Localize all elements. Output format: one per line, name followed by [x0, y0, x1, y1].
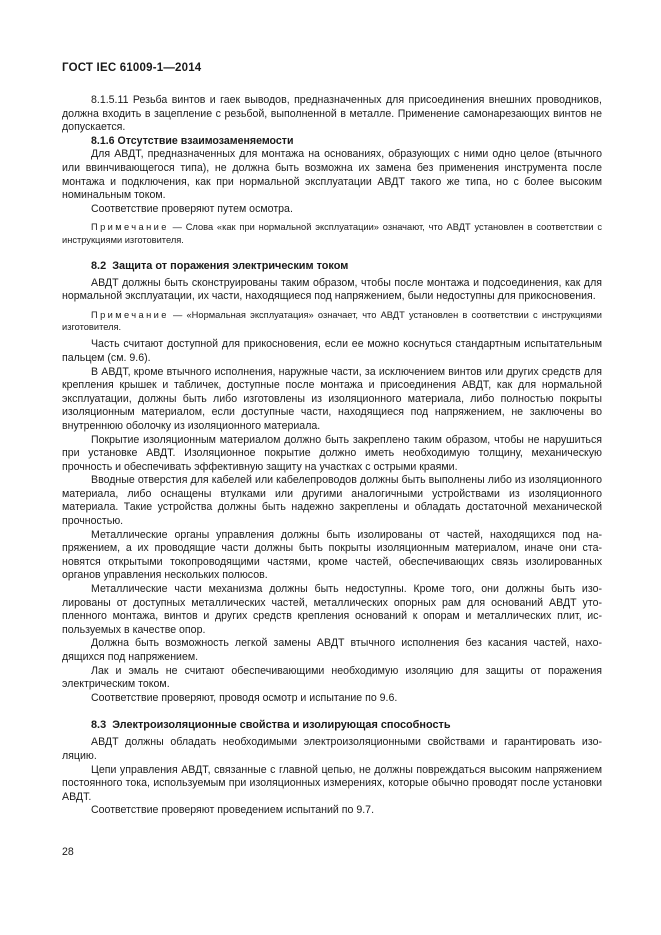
paragraph-8-2-a: АВДТ должны быть сконструированы таким образом, чтобы после монтажа и подсоединения, как для нормальной эксплуатации, их части, находящиеся под напряжением, были недоступны для прикосновения. [62, 276, 602, 303]
paragraph-8-3-b: Цепи управления АВДТ, связанные с главной цепью, не должны повреждаться высоким напряжением постоянного тока, используемым при изоляционных измерениях, которые обычно проводят после установки АВДТ. [62, 763, 602, 803]
paragraph-8-2-c: В АВДТ, кроме втычного исполнения, наружные части, за исключением винтов или других средств для крепления крышек и табличек, доступные после монтажа и присоединения АВДТ, как для нормальной эксплуатации, должны быть либо изготовлены из изоляционного материала, либо полностью покрыты изоляционным материалом, если доступные части, находящиеся под напряжением, не заключены во внутреннюю оболочку из изоляционного материала. [62, 365, 602, 432]
page-content [62, 94, 602, 818]
note-2-text: «Нормальная эксплуатация» означает, что АВДТ установлен в соответствии с инструкциями изготовителя. [62, 309, 602, 333]
note-1: Примечание — Слова «как при нормальной эксплуатации» означают, что АВДТ установлен в соответствии с инструкциями изготовителя. [62, 222, 602, 245]
heading-8-3-title: Электроизоляционные свойства и изолирующая способность [112, 719, 451, 732]
paragraph-8-2-f: Металлические органы управления должны быть изолированы от частей, находящихся под напряжением, а их проводящие части должны быть покрыты изоляционным материалом, иначе они становятся открытыми токопроводящими частями, кроме частей, обеспечивающих связь изолированных органов управления нескольких полюсов. [62, 528, 602, 582]
standard-header: ГОСТ IEC 61009-1—2014 [62, 62, 202, 74]
note-2-label: Примечание [91, 309, 169, 320]
paragraph-8-3-a: АВДТ должны обладать необходимыми электроизоляционными свойствами и гарантировать изоляцию. [62, 736, 602, 762]
heading-8-3-number: 8.3 [91, 719, 107, 732]
page-number: 28 [62, 846, 74, 858]
paragraph-8-2-d: Покрытие изоляционным материалом должно быть закреплено таким образом, чтобы не нарушиться при установке АВДТ. Изоляционное покрытие должно иметь необходимую толщину, механическую прочность и обеспечивать эффективную защиту на участках с острыми краями. [62, 433, 602, 473]
heading-8-2 [62, 259, 602, 273]
note-1-label: Примечание [91, 222, 169, 233]
paragraph-8-2-e: Вводные отверстия для кабелей или кабелепроводов должны быть выполнены либо из изоляционного материала, либо оснащены втулками или другими аналогичными устройствами из изоляционного материала. Такие устройства должны быть надежно закреплены и обладать достаточной механической прочностью. [62, 474, 602, 528]
note-2: Примечание — «Нормальная эксплуатация» означает, что АВДТ установлен в соответствии с инструкциями изготовителя. [62, 309, 602, 333]
heading-8-2-title: Защита от поражения электрическим током [112, 259, 349, 272]
paragraph-8-1-6-a: Для АВДТ, предназначенных для монтажа на основаниях, образующих с ними одно целое (втычного или ввинчивающегося типа), не должна быть возможна их замена без применения инструмента после монтажа и подключения, как при нормальной эксплуатации АВДТ такого же типа, но с более высоким номинальным током. [62, 148, 602, 202]
paragraph-8-2-b: Часть считают доступной для прикосновения, если ее можно коснуться стандартным испытательным пальцем (см. 9.6). [62, 338, 602, 364]
note-1-text: Слова «как при нормальной эксплуатации» означают, что АВДТ установлен в соответствии с инструкциями изготовителя. [62, 222, 602, 245]
paragraph-8-3-c: Соответствие проверяют проведением испытаний по 9.7. [91, 804, 375, 817]
heading-8-2-number: 8.2 [91, 259, 107, 272]
heading-8-3 [62, 718, 602, 732]
paragraph-8-2-h: Должна быть возможность легкой замены АВДТ втычного исполнения без касания частей, находящихся под напряжением. [62, 637, 602, 663]
paragraph-8-2-j: Соответствие проверяют, проводя осмотр и испытание по 9.6. [91, 691, 398, 704]
heading-8-1-6: 8.1.6 Отсутствие взаимозаменяемости [91, 134, 294, 147]
paragraph-8-1-5-11: 8.1.5.11 Резьба винтов и гаек выводов, предназначенных для присоединения внешних проводников, должна входить в зацепление с резьбой, выполненной в металле. Применение самонарезающих винтов не допускается. [62, 94, 602, 134]
paragraph-8-1-6-b: Соответствие проверяют путем осмотра. [91, 202, 293, 215]
paragraph-8-2-i: Лак и эмаль не считают обеспечивающими необходимую изоляцию для защиты от поражения электрическим током. [62, 664, 602, 691]
paragraph-8-2-g: Металлические части механизма должны быть недоступны. Кроме того, они должны быть изолированы от доступных металлических частей, металлических опорных рам для оснований АВДТ утопленного монтажа, винтов и других средств крепления оснований к опорам и металлических плит, используемых в качестве опор. [62, 583, 602, 636]
